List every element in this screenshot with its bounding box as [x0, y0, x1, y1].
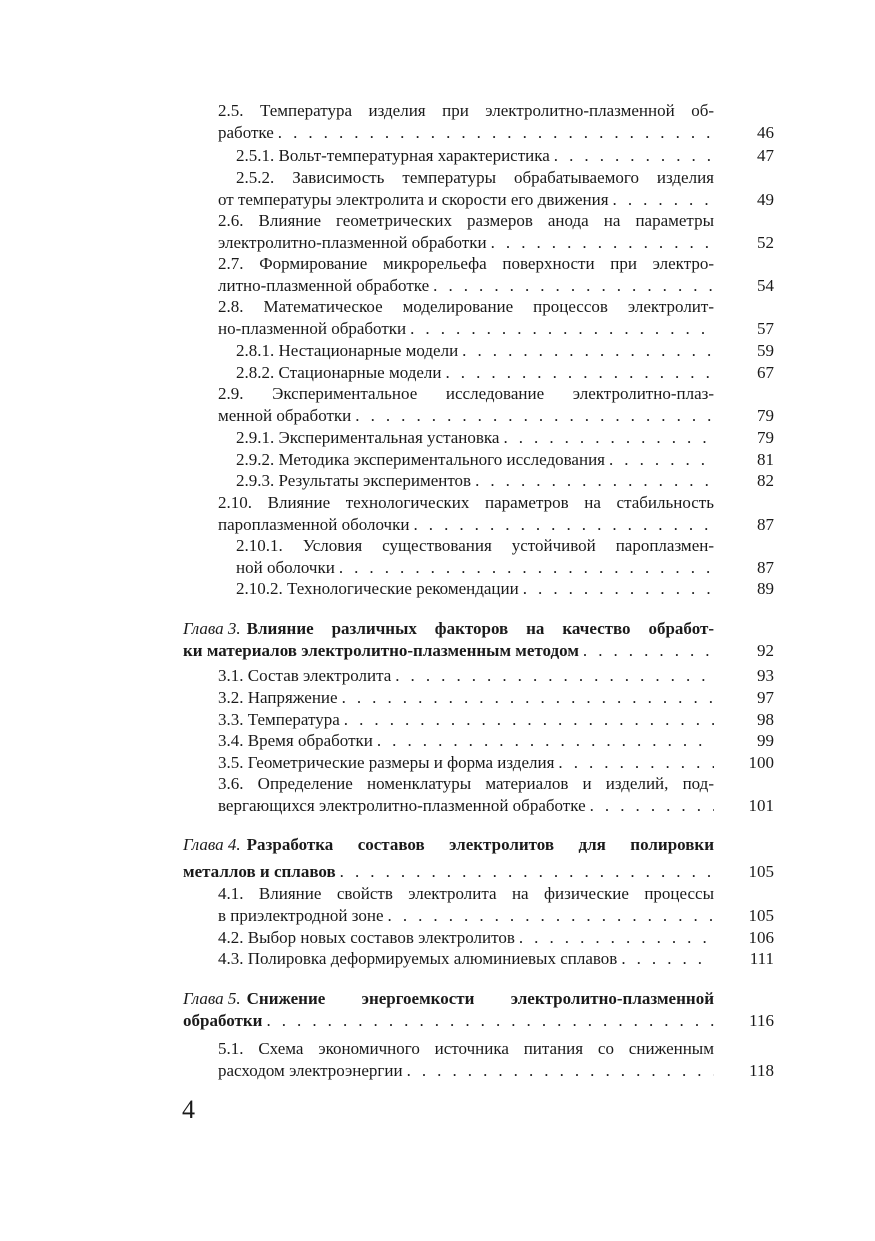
- toc-entry-4-2: [218, 927, 714, 949]
- toc-entry-2-5-2-line-1: 2.5.2. Зависимость температуры обрабатываемого изделия: [236, 168, 714, 187]
- toc-page-number: 79: [757, 428, 774, 447]
- toc-entry-3-6-line-2: [218, 795, 714, 817]
- dot-leader: [388, 905, 714, 927]
- chapter-title: ки материалов электролитно-плазменным методом: [183, 641, 579, 660]
- toc-chapter-3-line-2: [183, 640, 714, 662]
- toc-entry-2-9-line-2: [218, 405, 714, 427]
- toc-entry-text: пароплазменной оболочки: [218, 515, 410, 534]
- dot-leader: [523, 578, 714, 600]
- toc-entry-2-9-line-1: 2.9. Экспериментальное исследование электролитно-плаз-: [218, 384, 714, 403]
- dot-leader: [491, 232, 714, 254]
- toc-entry-4-1-line-2: [218, 905, 714, 927]
- toc-entry-text: 3.2. Напряжение: [218, 688, 338, 707]
- toc-entry-5-1-line-1: 5.1. Схема экономичного источника питания со сниженным: [218, 1039, 714, 1058]
- dot-leader: [503, 427, 714, 449]
- toc-page-number: 92: [757, 641, 774, 660]
- toc-page-number: 79: [757, 406, 774, 425]
- dot-leader: [344, 709, 714, 731]
- toc-entry-2-10-2: [236, 578, 714, 600]
- toc-entry-text: 2.9.3. Результаты экспериментов: [236, 471, 472, 490]
- toc-page-number: 93: [757, 666, 774, 685]
- toc-entry-4-3: [218, 948, 714, 970]
- toc-page-number: 67: [757, 363, 774, 382]
- toc-page-number: 118: [749, 1061, 774, 1080]
- dot-leader: [377, 730, 714, 752]
- dot-leader: [613, 189, 714, 211]
- toc-page-number: 98: [757, 710, 774, 729]
- toc-page-number: 97: [757, 688, 774, 707]
- dot-leader: [462, 340, 714, 362]
- chapter-label: Глава 3.: [183, 619, 241, 638]
- dot-leader: [266, 1010, 714, 1032]
- toc-page-number: 89: [757, 579, 774, 598]
- toc-entry-text: 2.5.1. Вольт-температурная характеристика: [236, 146, 550, 165]
- dot-leader: [583, 640, 714, 662]
- chapter-title: Разработка составов электролитов для полировки: [246, 835, 714, 854]
- toc-entry-2-5-line-2: [218, 122, 714, 144]
- dot-leader: [339, 557, 714, 579]
- toc-entry-2-8-line-1: 2.8. Математическое моделирование процессов электролит-: [218, 297, 714, 316]
- toc-entry-text: 4.3. Полировка деформируемых алюминиевых сплавов: [218, 949, 618, 968]
- toc-page-number: 100: [748, 753, 774, 772]
- toc-entry-2-7-line-2: [218, 275, 714, 297]
- toc-entry-text: 2.9.2. Методика экспериментального исследования: [236, 450, 605, 469]
- toc-entry-4-1-line-1: 4.1. Влияние свойств электролита на физические процессы: [218, 884, 714, 903]
- toc-entry-2-10-line-2: [218, 514, 714, 536]
- toc-chapter-3-line-1: [183, 618, 714, 640]
- dot-leader: [395, 665, 714, 687]
- dot-leader: [433, 275, 714, 297]
- toc-entry-2-5-2-line-2: [218, 189, 714, 211]
- dot-leader: [590, 795, 714, 817]
- dot-leader: [278, 122, 714, 144]
- toc-chapter-5-line-2: [183, 1010, 714, 1032]
- dot-leader: [407, 1060, 714, 1082]
- toc-page-number: 99: [757, 731, 774, 750]
- dot-leader: [609, 449, 714, 471]
- toc-page-number: 105: [748, 862, 774, 881]
- toc-entry-3-6-line-1: 3.6. Определение номенклатуры материалов и изделий, под-: [218, 774, 714, 793]
- toc-page-number: 47: [757, 146, 774, 165]
- chapter-label: Глава 5.: [183, 989, 241, 1008]
- toc-entry-2-7-line-1: 2.7. Формирование микрорельефа поверхности при электро-: [218, 254, 714, 273]
- dot-leader: [340, 861, 714, 883]
- toc-entry-3-4: [218, 730, 714, 752]
- toc-entry-text: 4.2. Выбор новых составов электролитов: [218, 928, 515, 947]
- toc-entry-text: 2.9.1. Экспериментальная установка: [236, 428, 500, 447]
- toc-entry-2-9-1: [236, 427, 714, 449]
- toc-page-number: 46: [757, 123, 774, 142]
- dot-leader: [446, 362, 715, 384]
- toc-entry-text: 3.5. Геометрические размеры и форма изделия: [218, 753, 555, 772]
- dot-leader: [410, 318, 714, 340]
- toc-entry-3-2: [218, 687, 714, 709]
- toc-entry-2-8-1: [236, 340, 714, 362]
- toc-chapter-4-line-2: [183, 861, 714, 883]
- toc-entry-text: 2.8.2. Стационарные модели: [236, 363, 442, 382]
- dot-leader: [342, 687, 714, 709]
- toc-page-number: 105: [748, 906, 774, 925]
- dot-leader: [558, 752, 714, 774]
- chapter-title: Влияние различных факторов на качество обработ-: [246, 619, 714, 638]
- toc-entry-2-8-2: [236, 362, 714, 384]
- toc-page-number: 81: [757, 450, 774, 469]
- toc-entry-text: но-плазменной обработки: [218, 319, 407, 338]
- toc-entry-text: вергающихся электролитно-плазменной обработке: [218, 796, 586, 815]
- toc-entry-3-3: [218, 709, 714, 731]
- toc-entry-2-10-1-line-1: 2.10.1. Условия существования устойчивой пароплазмен-: [236, 536, 714, 555]
- toc-entry-text: 3.1. Состав электролита: [218, 666, 392, 685]
- toc-entry-text: 2.8.1. Нестационарные модели: [236, 341, 459, 360]
- toc-page-number: 87: [757, 558, 774, 577]
- toc-entry-text: от температуры электролита и скорости его движения: [218, 190, 609, 209]
- toc-page-number: 87: [757, 515, 774, 534]
- toc-page-number: 59: [757, 341, 774, 360]
- dot-leader: [475, 470, 714, 492]
- toc-entry-2-6-line-2: [218, 232, 714, 254]
- toc-chapter-4-line-1: [183, 834, 714, 856]
- toc-page-number: 54: [757, 276, 774, 295]
- toc-chapter-5-line-1: [183, 988, 714, 1010]
- chapter-label: Глава 4.: [183, 835, 241, 854]
- toc-page-number: 116: [749, 1011, 774, 1030]
- toc-entry-3-1: [218, 665, 714, 687]
- toc-entry-2-10-line-1: 2.10. Влияние технологических параметров на стабильность: [218, 493, 714, 512]
- toc-page-number: 57: [757, 319, 774, 338]
- toc-entry-2-5-1: [236, 145, 714, 167]
- dot-leader: [413, 514, 714, 536]
- dot-leader: [554, 145, 714, 167]
- toc-entry-text: менной обработки: [218, 406, 352, 425]
- toc-entry-text: 3.3. Температура: [218, 710, 340, 729]
- toc-page-number: 52: [757, 233, 774, 252]
- toc-entry-text: литно-плазменной обработке: [218, 276, 430, 295]
- chapter-title: Снижение энергоемкости электролитно-плазменной: [246, 989, 714, 1008]
- toc-entry-2-5-line-1: 2.5. Температура изделия при электролитно-плазменной об-: [218, 101, 714, 120]
- toc-entry-2-9-2: [236, 449, 714, 471]
- toc-entry-text: электролитно-плазменной обработки: [218, 233, 487, 252]
- toc-page-number: 49: [757, 190, 774, 209]
- toc-page-number: 101: [748, 796, 774, 815]
- toc-page-number: 111: [749, 949, 774, 968]
- toc-entry-5-1-line-2: [218, 1060, 714, 1082]
- dot-leader: [621, 948, 714, 970]
- toc-entry-text: ной оболочки: [236, 558, 335, 577]
- toc-entry-2-10-1-line-2: [236, 557, 714, 579]
- toc-entry-text: в приэлектродной зоне: [218, 906, 384, 925]
- dot-leader: [519, 927, 714, 949]
- dot-leader: [355, 405, 714, 427]
- toc-entry-text: расходом электроэнергии: [218, 1061, 403, 1080]
- toc-page-number: 82: [757, 471, 774, 490]
- page-footer-number: 4: [182, 1095, 195, 1124]
- toc-page-number: 106: [748, 928, 774, 947]
- chapter-title: обработки: [183, 1011, 263, 1030]
- toc-entry-text: 2.10.2. Технологические рекомендации: [236, 579, 519, 598]
- toc-entry-text: работке: [218, 123, 274, 142]
- toc-entry-2-6-line-1: 2.6. Влияние геометрических размеров анода на параметры: [218, 211, 714, 230]
- toc-entry-text: 3.4. Время обработки: [218, 731, 373, 750]
- toc-entry-2-8-line-2: [218, 318, 714, 340]
- toc-entry-2-9-3: [236, 470, 714, 492]
- toc-entry-3-5: [218, 752, 714, 774]
- chapter-title: металлов и сплавов: [183, 862, 336, 881]
